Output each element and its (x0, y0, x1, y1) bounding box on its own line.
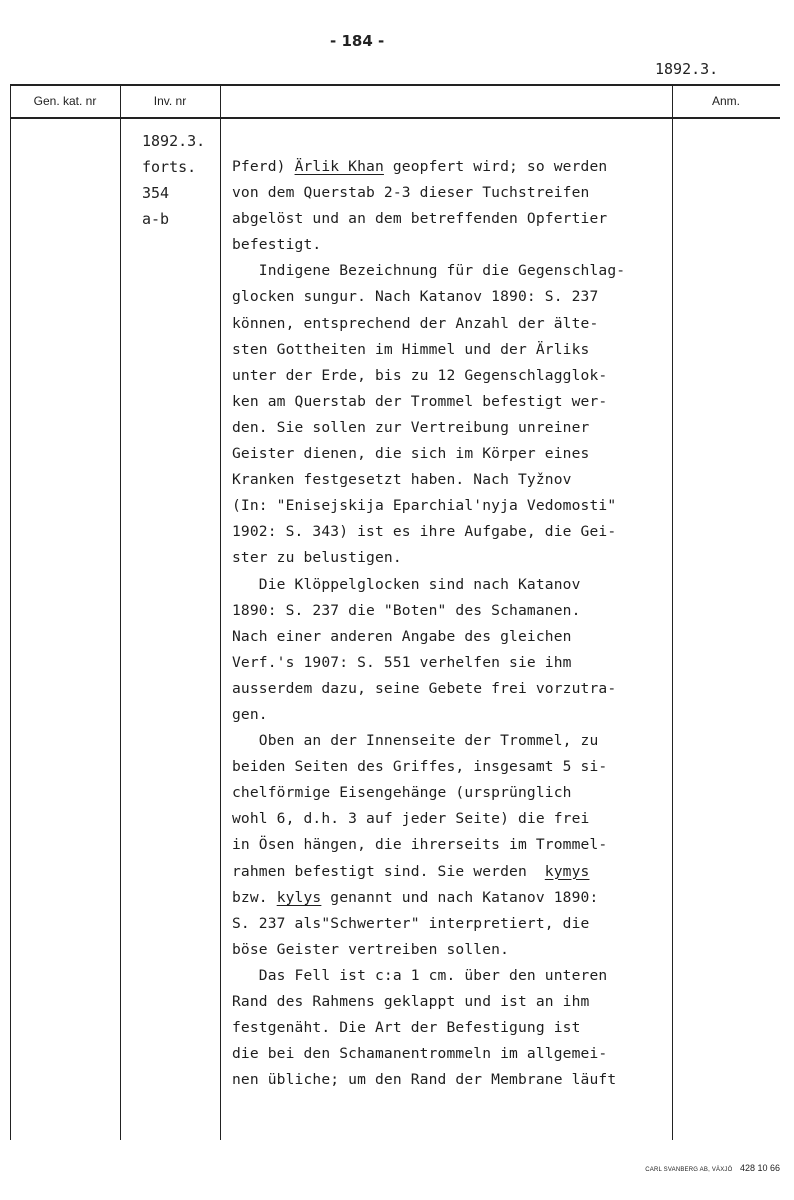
text-line (232, 963, 625, 989)
text-line (232, 258, 625, 284)
text-line (232, 154, 625, 180)
text-line (232, 493, 625, 519)
page-number: - 184 - (330, 32, 385, 50)
text-line (232, 702, 625, 728)
text-segment: Kranken festgesetzt haben. Nach Tyžnov (232, 471, 572, 489)
text-segment: S. 237 als"Schwerter" interpretiert, die (232, 914, 590, 932)
text-line (232, 206, 625, 232)
text-segment: sten Gottheiten im Himmel und der Ärliks (232, 340, 590, 358)
text-line (232, 232, 625, 258)
text-segment: geopfert wird; so werden (383, 158, 608, 175)
text-segment: Rand des Rahmens geklappt und ist an ihm (232, 993, 590, 1010)
table-top-rule (10, 84, 780, 86)
text-segment: Indigene Bezeichnung für die Gegenschlag- (232, 262, 626, 280)
text-line (232, 572, 625, 598)
text-line (232, 311, 625, 337)
text-line (232, 519, 625, 545)
text-line (232, 441, 625, 467)
text-line (232, 806, 625, 832)
text-line (232, 598, 625, 624)
printer-name: CARL SVANBERG AB, VÄXJÖ (645, 1167, 733, 1173)
inventory-line: a-b (142, 210, 170, 228)
text-segment: nen übliche; um den Rand der Membrane läuft (232, 1071, 617, 1089)
text-segment: Geister dienen, die sich im Körper eines (232, 445, 590, 463)
text-line (232, 989, 625, 1015)
column-divider-inv-text (220, 85, 221, 1140)
inventory-line: 354 (142, 184, 170, 202)
table-header-rule (10, 117, 780, 119)
text-line (232, 624, 625, 650)
text-segment: Das Fell ist c:a 1 cm. über den unteren (232, 966, 608, 984)
text-line (232, 363, 625, 389)
text-line (232, 415, 625, 441)
underlined-term: kymys (544, 862, 590, 880)
text-segment: ken am Querstab der Trommel befestigt wer- (232, 392, 608, 410)
text-segment: (In: "Enisejskija Eparchial'nyja Vedomosti" (232, 497, 617, 515)
text-segment: 1902: S. 343) ist es ihre Aufgabe, die Gei- (232, 523, 617, 541)
text-segment: die bei den Schamanentrommeln im allgemei- (232, 1045, 608, 1063)
text-segment: Oben an der Innenseite der Trommel, zu (232, 732, 599, 750)
text-segment: chelförmige Eisengehänge (ursprünglich (232, 784, 572, 802)
text-line (232, 911, 625, 937)
form-number: 428 10 66 (739, 1163, 780, 1173)
text-segment: abgelöst und an dem betreffenden Opfertier (232, 210, 608, 228)
text-line (232, 284, 625, 310)
text-segment: genannt und nach Katanov 1890: (321, 888, 599, 906)
text-line (232, 467, 625, 493)
text-line (232, 650, 625, 676)
text-segment: rahmen befestigt sind. Sie werden (232, 862, 545, 880)
text-segment: gen. (232, 705, 268, 723)
reference-number: 1892.3. (655, 60, 719, 78)
underlined-term: kylys (276, 888, 322, 906)
text-segment: wohl 6, d.h. 3 auf jeder Seite) die frei (232, 810, 590, 828)
header-anm: Anm. (711, 94, 740, 108)
inventory-number-column (142, 128, 205, 232)
text-segment: Pferd) (232, 158, 295, 175)
text-segment: können, entsprechend der Anzahl der älte- (232, 314, 599, 332)
text-line (232, 832, 625, 858)
text-line (232, 1067, 625, 1093)
text-line (232, 389, 625, 415)
column-divider-text-anm (672, 85, 673, 1140)
text-segment: festgenäht. Die Art der Befestigung ist (232, 1019, 581, 1037)
text-segment: Die Klöppelglocken sind nach Katanov (232, 575, 581, 593)
text-line (232, 1041, 625, 1067)
text-segment: unter der Erde, bis zu 12 Gegenschlagglok- (232, 366, 608, 384)
text-segment: ster zu belustigen. (232, 549, 402, 567)
text-segment: Verf.'s 1907: S. 551 verhelfen sie ihm (232, 653, 572, 671)
text-segment: Nach einer anderen Angabe des gleichen (232, 627, 572, 645)
text-line (232, 937, 625, 963)
text-segment: von dem Querstab 2-3 dieser Tuchstreifen (232, 184, 590, 202)
text-line (232, 337, 625, 363)
header-gen-kat-nr: Gen. kat. nr (33, 94, 97, 108)
text-line (232, 676, 625, 702)
text-segment: ausserdem dazu, seine Gebete frei vorzutra- (232, 679, 617, 697)
text-segment: böse Geister vertreiben sollen. (232, 940, 510, 958)
text-segment: glocken sungur. Nach Katanov 1890: S. 237 (232, 288, 599, 306)
text-line (232, 780, 625, 806)
text-segment: 1890: S. 237 die "Boten" des Schamanen. (232, 601, 581, 619)
text-segment: den. Sie sollen zur Vertreibung unreiner (232, 418, 590, 436)
text-segment: beiden Seiten des Griffes, insgesamt 5 si- (232, 758, 608, 776)
text-line (232, 1015, 625, 1041)
text-segment: befestigt. (232, 236, 322, 254)
inventory-line: forts. (142, 158, 197, 176)
text-line (232, 728, 625, 754)
inventory-line: 1892.3. (142, 132, 206, 150)
text-line (232, 754, 625, 780)
description-text (232, 154, 625, 1093)
text-line (232, 885, 625, 911)
column-divider-gen-inv (120, 85, 121, 1140)
header-inv-nr: Inv. nr (153, 94, 187, 108)
column-divider-left-border (10, 85, 11, 1140)
underlined-term: Ärlik Khan (294, 158, 384, 175)
text-line (232, 180, 625, 206)
text-segment: bzw. (232, 888, 277, 906)
printer-imprint (645, 1158, 780, 1176)
text-line (232, 545, 625, 571)
text-segment: in Ösen hängen, die ihrerseits im Trommel- (232, 836, 608, 854)
text-line (232, 859, 625, 885)
